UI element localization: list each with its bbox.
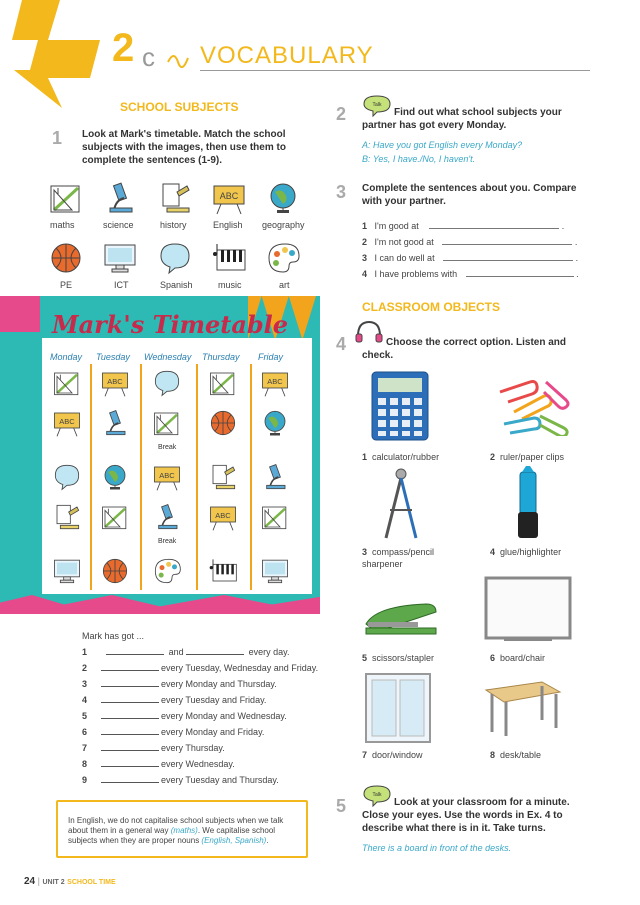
day-header: Wednesday	[144, 352, 192, 362]
answer-blank[interactable]	[101, 662, 159, 671]
maths-icon	[52, 368, 82, 398]
sentence-text: every Tuesday, Wednesday and Friday.	[161, 663, 319, 673]
object-label	[490, 749, 541, 761]
answer-blank[interactable]	[186, 646, 244, 655]
sentence-row	[82, 694, 266, 706]
spanish-icon	[157, 240, 193, 276]
break-label: Break	[158, 538, 177, 545]
day-header: Thursday	[202, 352, 240, 362]
sentence-text: every day.	[248, 647, 290, 657]
ict-icon	[52, 556, 82, 586]
ex2-dialogue-b: B: Yes, I have./No, I haven't.	[362, 154, 476, 164]
science-icon	[100, 408, 130, 438]
geography-icon	[265, 180, 301, 216]
object-text: door/window	[372, 750, 423, 760]
pe-icon	[100, 556, 130, 586]
object-number: 6	[490, 653, 496, 663]
item-number: 2	[362, 237, 368, 247]
note-example: (maths)	[170, 826, 198, 835]
object-text: compass/pencil sharpener	[362, 547, 435, 569]
sentence-number: 5	[82, 711, 88, 721]
footer-unit-title: SCHOOL TIME	[67, 879, 116, 886]
column-divider	[196, 364, 198, 590]
unit-letter: c	[142, 42, 155, 72]
history-icon	[208, 462, 238, 492]
ex5-example: There is a board in front of the desks.	[362, 843, 512, 853]
ex4-instruction: Choose the correct option. Listen and check.	[362, 337, 567, 361]
science-icon	[102, 180, 138, 216]
subject-label: music	[218, 280, 242, 290]
spanish-icon	[52, 462, 82, 492]
stapler-picture	[362, 594, 440, 645]
break-label: Break	[158, 444, 177, 451]
subject-label: maths	[50, 220, 75, 230]
ex1-instruction: Look at Mark's timetable. Match the school subjects with the images, then use them to complete the sentences (1-9).	[82, 129, 286, 166]
subject-label: art	[279, 280, 290, 290]
object-number: 2	[490, 452, 496, 462]
school-subjects-heading: SCHOOL SUBJECTS	[120, 100, 239, 114]
answer-line[interactable]	[443, 252, 573, 261]
object-label	[490, 652, 545, 664]
day-header: Tuesday	[96, 352, 130, 362]
item-number: 3	[362, 253, 368, 263]
object-number: 1	[362, 452, 368, 462]
ex2-number: 2	[336, 104, 347, 124]
classroom-objects-heading: CLASSROOM OBJECTS	[362, 300, 501, 314]
item-text: I have problems with	[374, 269, 458, 279]
subject-label: geography	[262, 220, 305, 230]
ex4-number: 4	[336, 334, 347, 354]
sentence-text: every Monday and Friday.	[161, 727, 265, 737]
answer-blank[interactable]	[101, 774, 159, 783]
science-icon	[260, 462, 290, 492]
object-text: desk/table	[500, 750, 542, 760]
answer-blank[interactable]	[101, 710, 159, 719]
subject-label: history	[160, 220, 187, 230]
english-icon	[152, 462, 182, 492]
sentence-text: every Monday and Wednesday.	[161, 711, 287, 721]
maths-icon	[100, 502, 130, 532]
answer-line[interactable]	[466, 268, 574, 277]
subject-label: science	[103, 220, 134, 230]
item-number: 4	[362, 269, 368, 279]
sentence-text: every Tuesday and Thursday.	[161, 775, 279, 785]
sentences-intro: Mark has got ...	[82, 631, 145, 641]
spanish-icon	[152, 368, 182, 398]
answer-blank[interactable]	[101, 678, 159, 687]
timetable-title: Mark's Timetable	[52, 310, 289, 339]
object-label	[490, 451, 564, 463]
object-label	[362, 749, 423, 761]
ex3-item: 4 I have problems with .	[362, 269, 579, 279]
sentence-row	[82, 678, 277, 690]
ex1-number: 1	[52, 128, 63, 148]
maths-icon	[48, 180, 84, 216]
geography-icon	[260, 408, 290, 438]
answer-line[interactable]	[429, 220, 559, 229]
subject-label: ICT	[114, 280, 129, 290]
note-part: . We capitalise school subjects when they are proper nouns	[68, 826, 276, 845]
object-number: 4	[490, 547, 496, 557]
object-text: scissors/stapler	[372, 653, 435, 663]
object-label	[490, 546, 561, 558]
english-icon	[100, 368, 130, 398]
whiteboard-picture	[484, 576, 572, 649]
object-text: board/chair	[500, 653, 546, 663]
sentence-row	[82, 758, 235, 770]
ex3-number: 3	[336, 182, 347, 202]
art-icon	[152, 556, 182, 586]
answer-blank[interactable]	[106, 646, 164, 655]
ict-icon	[102, 240, 138, 276]
column-divider	[140, 364, 142, 590]
object-label	[362, 451, 439, 463]
ex3-item: 3 I can do well at .	[362, 253, 579, 263]
sentence-number: 3	[82, 679, 88, 689]
maths-icon	[260, 502, 290, 532]
item-text: I can do well at	[374, 253, 435, 263]
paper-clips-picture	[494, 372, 574, 441]
swirl-icon	[164, 48, 194, 73]
answer-blank[interactable]	[101, 758, 159, 767]
sentence-row	[82, 726, 264, 738]
pe-icon	[208, 408, 238, 438]
calculator-picture	[370, 370, 430, 447]
sentence-number: 9	[82, 775, 88, 785]
english-icon	[208, 502, 238, 532]
science-icon	[152, 502, 182, 532]
answer-line[interactable]	[442, 236, 572, 245]
highlighter-picture	[508, 466, 548, 547]
note-part: In English, we do not capitalise school subjects when we talk about them in a general way	[68, 816, 284, 835]
english-icon	[211, 180, 247, 216]
music-icon	[211, 240, 247, 276]
sentence-text: every Monday and Thursday.	[161, 679, 277, 689]
geography-icon	[100, 462, 130, 492]
item-text: I'm not good at	[374, 237, 434, 247]
column-divider	[90, 364, 92, 590]
column-divider	[250, 364, 252, 590]
history-icon	[157, 180, 193, 216]
pe-icon	[48, 240, 84, 276]
object-label	[362, 546, 472, 570]
sentence-number: 8	[82, 759, 88, 769]
ict-icon	[260, 556, 290, 586]
decor-stars-left	[0, 296, 40, 332]
unit-number: 2	[112, 26, 135, 70]
object-label	[362, 652, 434, 664]
sentence-text: every Tuesday and Friday.	[161, 695, 267, 705]
compass-picture	[378, 466, 424, 547]
note-example: (English, Spanish)	[201, 836, 267, 845]
sentence-row	[82, 710, 287, 722]
english-icon	[52, 408, 82, 438]
subject-label: English	[213, 220, 243, 230]
maths-icon	[152, 408, 182, 438]
sentence-number: 2	[82, 663, 88, 673]
history-icon	[52, 502, 82, 532]
note-part: .	[266, 836, 269, 845]
subject-label: Spanish	[160, 280, 193, 290]
sentence-number: 4	[82, 695, 88, 705]
ex3-item: 2 I'm not good at .	[362, 237, 578, 247]
answer-blank[interactable]	[101, 726, 159, 735]
sentence-text: every Thursday.	[161, 743, 225, 753]
sentence-number: 7	[82, 743, 88, 753]
sentence-number: 1	[82, 647, 88, 657]
ex5-number: 5	[336, 796, 347, 816]
ex2-dialogue-a: A: Have you got English every Monday?	[362, 140, 523, 150]
maths-icon	[208, 368, 238, 398]
footer: 24 | UNIT 2 SCHOOL TIME	[24, 876, 116, 887]
ex3-instruction: Complete the sentences about you. Compare with your partner.	[362, 183, 577, 207]
footer-unit: UNIT 2	[42, 879, 65, 886]
object-number: 3	[362, 547, 368, 557]
object-text: glue/highlighter	[500, 547, 562, 557]
object-number: 5	[362, 653, 368, 663]
day-header: Monday	[50, 352, 83, 362]
object-number: 8	[490, 750, 496, 760]
ex5-instruction: Look at your classroom for a minute. Close your eyes. Use the words in Ex. 4 to describe what there is in it. Take turns.	[362, 797, 570, 834]
sentence-text: every Wednesday.	[161, 759, 235, 769]
ex2-instruction: Find out what school subjects your partner has got every Monday.	[362, 107, 562, 131]
object-text: ruler/paper clips	[500, 452, 565, 462]
subject-label: PE	[60, 280, 73, 290]
sentence-row	[82, 662, 318, 674]
desk-picture	[482, 676, 562, 743]
sentence-number: 6	[82, 727, 88, 737]
sentence-text: and	[168, 647, 184, 657]
page-number: 24	[24, 876, 36, 887]
art-icon	[265, 240, 301, 276]
item-text: I'm good at	[374, 221, 419, 231]
sentence-row	[82, 742, 225, 754]
page-title: VOCABULARY	[200, 42, 374, 69]
answer-blank[interactable]	[101, 742, 159, 751]
english-icon	[260, 368, 290, 398]
music-icon	[208, 556, 238, 586]
day-header: Friday	[258, 352, 284, 362]
object-text: calculator/rubber	[372, 452, 440, 462]
note-text	[68, 816, 300, 846]
sentence-row	[82, 646, 289, 658]
title-rule	[200, 70, 590, 71]
window-picture	[364, 672, 432, 749]
item-number: 1	[362, 221, 368, 231]
object-number: 7	[362, 750, 368, 760]
sentence-row	[82, 774, 279, 786]
ex3-item: 1 I'm good at .	[362, 221, 565, 231]
answer-blank[interactable]	[101, 694, 159, 703]
